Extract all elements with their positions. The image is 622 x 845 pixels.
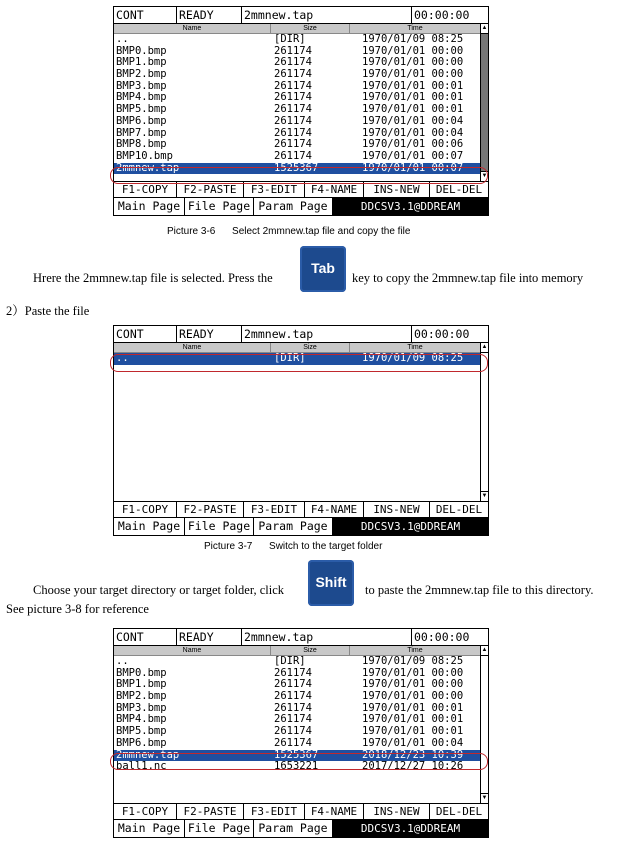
file-time: 1970/01/01 00:07 xyxy=(362,162,464,174)
tab-param-page[interactable]: Param Page xyxy=(254,198,333,215)
file-name: 2mmnew.tap xyxy=(116,749,180,761)
file-name: BMP1.bmp xyxy=(116,679,167,691)
file-name: BMP6.bmp xyxy=(116,115,167,127)
file-row[interactable] xyxy=(114,34,480,46)
file-time: 1970/01/01 00:04 xyxy=(362,737,464,749)
file-row[interactable] xyxy=(114,46,480,58)
file-size: [DIR] xyxy=(274,656,306,667)
col-size: Size xyxy=(271,24,350,33)
file-list[interactable] xyxy=(114,646,488,804)
shift-key-icon: Shift xyxy=(308,560,354,606)
file-size: 261174 xyxy=(274,679,312,691)
file-name: BMP2.bmp xyxy=(116,69,167,81)
file-size: 261174 xyxy=(274,667,312,679)
file-name: BMP2.bmp xyxy=(116,691,167,703)
scroll-up-icon[interactable]: ▲ xyxy=(481,24,488,34)
file-row[interactable] xyxy=(114,69,480,81)
status-state: READY xyxy=(177,7,242,23)
status-file: 2mmnew.tap xyxy=(242,326,412,342)
file-size: 261174 xyxy=(274,737,312,749)
file-name: BMP4.bmp xyxy=(116,714,167,726)
file-row[interactable] xyxy=(114,128,480,140)
status-bar xyxy=(114,7,488,24)
file-name: BMP6.bmp xyxy=(116,737,167,749)
caption-picture-3-6: Picture 3-6 Select 2mmnew.tap file and copy the file xyxy=(167,226,411,237)
shift-instruction-after: to paste the 2mmnew.tap file to this directory. xyxy=(365,583,594,597)
file-size: [DIR] xyxy=(274,353,306,364)
tab-key-icon: Tab xyxy=(300,246,346,292)
f4-name-button[interactable]: F4-NAME xyxy=(305,182,364,197)
col-name: Name xyxy=(114,646,271,655)
page-tabs xyxy=(114,198,488,215)
status-time: 00:00:00 xyxy=(414,8,470,22)
file-name: BMP10.bmp xyxy=(116,150,173,162)
file-row[interactable] xyxy=(114,81,480,93)
file-size: 261174 xyxy=(274,115,312,127)
scroll-thumb[interactable] xyxy=(481,34,488,171)
tab-instruction-after: key to copy the 2mmnew.tap file into memory xyxy=(352,271,584,285)
del-del-button[interactable]: DEL-DEL xyxy=(435,183,483,196)
col-name: Name xyxy=(114,24,271,33)
file-time: 1970/01/01 00:01 xyxy=(362,702,464,714)
file-row[interactable] xyxy=(114,116,480,128)
shift-instruction-before: Choose your target directory or target folder, click xyxy=(33,583,285,597)
file-size: 261174 xyxy=(274,691,312,703)
status-file: 2mmnew.tap xyxy=(242,7,412,23)
scroll-down-icon[interactable]: ▼ xyxy=(481,173,488,179)
file-size: 261174 xyxy=(274,104,312,116)
file-row[interactable] xyxy=(114,163,480,175)
controller-screen-2 xyxy=(113,325,489,536)
brand-label: DDCSV3.1@DDREAM xyxy=(333,518,488,535)
f3-edit-button[interactable]: F3-EDIT xyxy=(244,182,305,197)
file-size: 1653221 xyxy=(274,761,319,773)
file-name: BMP4.bmp xyxy=(116,92,167,104)
f2-paste-button[interactable]: F2-PASTE xyxy=(177,804,244,819)
file-name: BMP1.bmp xyxy=(116,57,167,69)
file-time: 1970/01/01 00:00 xyxy=(362,691,464,703)
tab-main-page[interactable]: Main Page xyxy=(114,518,185,535)
column-header xyxy=(114,24,480,34)
file-size: 261174 xyxy=(274,45,312,57)
file-time: 1970/01/01 00:06 xyxy=(362,139,464,151)
file-name: BMP0.bmp xyxy=(116,45,167,57)
col-size: Size xyxy=(271,646,350,655)
file-time: 1970/01/01 00:00 xyxy=(362,57,464,69)
f1-copy-button[interactable]: F1-COPY xyxy=(114,502,177,517)
function-key-bar xyxy=(114,502,488,518)
f4-name-button[interactable]: F4-NAME xyxy=(305,502,364,517)
file-size: 261174 xyxy=(274,127,312,139)
file-row[interactable] xyxy=(114,691,480,703)
column-header xyxy=(114,646,480,656)
file-time: 1970/01/01 00:04 xyxy=(362,115,464,127)
status-mode: CONT xyxy=(114,326,177,342)
scrollbar[interactable] xyxy=(480,343,488,501)
ins-new-button[interactable]: INS-NEW xyxy=(364,502,430,517)
function-key-bar xyxy=(114,182,488,198)
file-name: BMP7.bmp xyxy=(116,127,167,139)
file-time: 1970/01/01 00:01 xyxy=(362,80,464,92)
f1-copy-button[interactable]: F1-COPY xyxy=(114,804,177,819)
file-time: 2018/12/23 10:39 xyxy=(362,749,464,761)
brand-label: DDCSV3.1@DDREAM xyxy=(333,198,488,215)
file-size: 261174 xyxy=(274,57,312,69)
tab-file-page[interactable]: File Page xyxy=(185,518,254,535)
file-size: 261174 xyxy=(274,80,312,92)
file-time: 1970/01/01 00:00 xyxy=(362,679,464,691)
file-time: 1970/01/01 00:04 xyxy=(362,127,464,139)
scroll-down-icon[interactable]: ▼ xyxy=(481,795,488,801)
file-name: BMP5.bmp xyxy=(116,104,167,116)
file-name: .. xyxy=(116,353,129,364)
tab-param-page[interactable]: Param Page xyxy=(254,518,333,535)
scroll-up-icon[interactable]: ▲ xyxy=(481,343,488,353)
file-row[interactable] xyxy=(114,656,480,668)
file-size: 261174 xyxy=(274,702,312,714)
controller-screen-1 xyxy=(113,6,489,216)
file-time: 1970/01/09 08:25 xyxy=(362,656,464,667)
tab-file-page[interactable]: File Page xyxy=(185,820,254,837)
status-file: 2mmnew.tap xyxy=(242,629,412,645)
f3-edit-button[interactable]: F3-EDIT xyxy=(244,804,305,819)
file-time: 1970/01/01 00:01 xyxy=(362,726,464,738)
file-time: 1970/01/01 00:00 xyxy=(362,69,464,81)
file-list[interactable] xyxy=(114,24,488,182)
page-tabs xyxy=(114,820,488,837)
file-time: 1970/01/09 08:25 xyxy=(362,34,464,45)
file-row[interactable] xyxy=(114,139,480,151)
ins-new-button[interactable]: INS-NEW xyxy=(364,804,430,819)
status-bar xyxy=(114,629,488,646)
ins-new-button[interactable]: INS-NEW xyxy=(364,182,430,197)
status-mode: CONT xyxy=(114,629,177,645)
file-rows xyxy=(114,353,488,365)
file-size: 261174 xyxy=(274,69,312,81)
page-tabs xyxy=(114,518,488,535)
file-size: 261174 xyxy=(274,714,312,726)
f3-edit-button[interactable]: F3-EDIT xyxy=(244,502,305,517)
scrollbar[interactable] xyxy=(480,646,488,803)
file-size: 261174 xyxy=(274,139,312,151)
file-row[interactable] xyxy=(114,726,480,738)
file-size: 1525367 xyxy=(274,162,319,174)
file-size: 261174 xyxy=(274,726,312,738)
col-time: Time xyxy=(407,647,423,654)
file-row[interactable] xyxy=(114,761,480,773)
file-row[interactable] xyxy=(114,104,480,116)
file-row[interactable] xyxy=(114,57,480,69)
f4-name-button[interactable]: F4-NAME xyxy=(305,804,364,819)
column-header xyxy=(114,343,480,353)
status-state: READY xyxy=(177,629,242,645)
tab-main-page[interactable]: Main Page xyxy=(114,198,185,215)
col-name: Name xyxy=(114,343,271,352)
file-name: ball1.nc xyxy=(116,761,167,773)
status-time: 00:00:00 xyxy=(414,327,470,341)
f2-paste-button[interactable]: F2-PASTE xyxy=(177,502,244,517)
file-name: BMP0.bmp xyxy=(116,667,167,679)
col-size: Size xyxy=(271,343,350,352)
file-time: 2017/12/27 10:26 xyxy=(362,761,464,773)
file-name: BMP3.bmp xyxy=(116,702,167,714)
scroll-up-icon[interactable]: ▲ xyxy=(481,646,488,656)
file-row[interactable] xyxy=(114,738,480,750)
file-name: .. xyxy=(116,656,129,667)
brand-label: DDCSV3.1@DDREAM xyxy=(333,820,488,837)
file-time: 1970/01/01 00:01 xyxy=(362,714,464,726)
file-row[interactable] xyxy=(114,679,480,691)
status-state: READY xyxy=(177,326,242,342)
file-row[interactable] xyxy=(114,668,480,680)
file-time: 1970/01/09 08:25 xyxy=(362,353,464,364)
file-name: BMP5.bmp xyxy=(116,726,167,738)
step-2-heading: 2）Paste the file xyxy=(6,304,90,318)
file-size: 261174 xyxy=(274,92,312,104)
controller-screen-3 xyxy=(113,628,489,838)
del-del-button[interactable]: DEL-DEL xyxy=(435,805,483,818)
file-size: 261174 xyxy=(274,150,312,162)
file-row[interactable] xyxy=(114,353,480,365)
status-mode: CONT xyxy=(114,7,177,23)
file-time: 1970/01/01 00:00 xyxy=(362,45,464,57)
file-size: 1525367 xyxy=(274,749,319,761)
see-reference-text: See picture 3-8 for reference xyxy=(6,602,149,616)
file-row[interactable] xyxy=(114,151,480,163)
status-bar xyxy=(114,326,488,343)
file-time: 1970/01/01 00:00 xyxy=(362,667,464,679)
tab-instruction-before: Hrere the 2mmnew.tap file is selected. Press the xyxy=(33,271,273,285)
file-name: BMP3.bmp xyxy=(116,80,167,92)
scrollbar[interactable] xyxy=(480,24,488,181)
scroll-down-icon[interactable]: ▼ xyxy=(481,493,488,499)
file-row[interactable] xyxy=(114,714,480,726)
col-time: Time xyxy=(407,344,423,351)
status-time: 00:00:00 xyxy=(414,630,470,644)
file-size: [DIR] xyxy=(274,34,306,45)
file-row[interactable] xyxy=(114,703,480,715)
caption-picture-3-7: Picture 3-7 Switch to the target folder xyxy=(204,541,383,552)
file-time: 1970/01/01 00:01 xyxy=(362,104,464,116)
file-rows xyxy=(114,34,488,174)
file-name: 2mmnew.tap xyxy=(116,162,180,174)
function-key-bar xyxy=(114,804,488,820)
f1-copy-button[interactable]: F1-COPY xyxy=(114,182,177,197)
file-time: 1970/01/01 00:01 xyxy=(362,92,464,104)
tab-main-page[interactable]: Main Page xyxy=(114,820,185,837)
file-row[interactable] xyxy=(114,92,480,104)
file-name: BMP8.bmp xyxy=(116,139,167,151)
tab-file-page[interactable]: File Page xyxy=(185,198,254,215)
file-list[interactable] xyxy=(114,343,488,502)
tab-param-page[interactable]: Param Page xyxy=(254,820,333,837)
f2-paste-button[interactable]: F2-PASTE xyxy=(177,182,244,197)
col-time: Time xyxy=(407,25,423,32)
file-time: 1970/01/01 00:07 xyxy=(362,150,464,162)
file-name: .. xyxy=(116,34,129,45)
file-rows xyxy=(114,656,488,773)
file-row[interactable] xyxy=(114,750,480,762)
del-del-button[interactable]: DEL-DEL xyxy=(435,503,483,516)
